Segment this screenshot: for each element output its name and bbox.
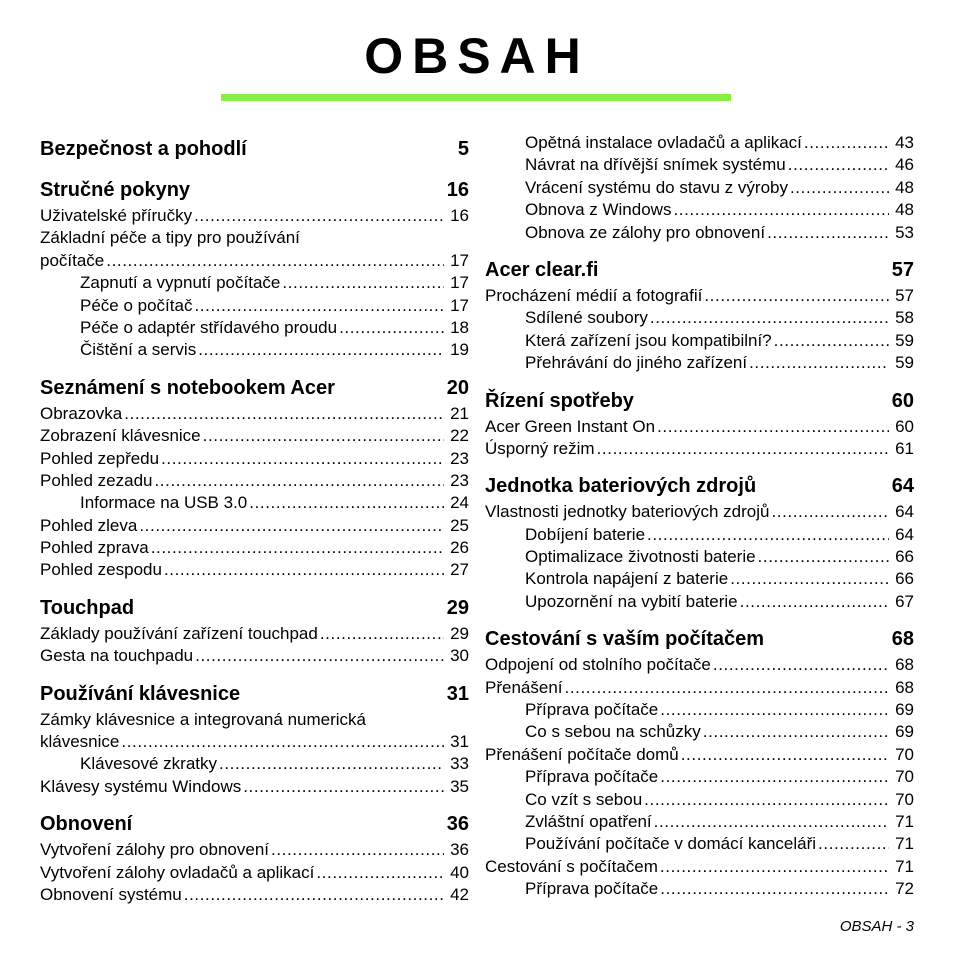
dot-leader [818,833,889,855]
entry-title: Příprava počítače [525,767,659,787]
toc-entry[interactable] [40,317,469,339]
section-page-number: 36 [446,813,469,836]
dot-leader [198,339,444,361]
section-page-number: 60 [891,389,914,412]
entry-page-number: 68 [895,655,914,675]
toc-entry[interactable] [40,645,469,667]
dot-leader [681,744,889,766]
entry-title: Procházení médií a fotografií [485,285,703,305]
toc-section-heading[interactable] [40,809,469,839]
toc-entry[interactable] [485,352,914,374]
entry-title: Obrazovka [40,403,123,423]
entry-title: Pohled zleva [40,515,138,535]
dot-leader [121,731,444,753]
toc-section-heading[interactable] [40,373,469,403]
section-page-number: 31 [446,682,469,705]
entry-page-number: 70 [895,744,914,764]
entry-title: Cestování s počítačem [485,856,658,876]
entry-title: Přenášení počítače domů [485,744,679,764]
section-title: Používání klávesnice [40,682,241,705]
dot-leader [282,272,444,294]
dot-leader [660,856,889,878]
entry-title: Čištění a servis [80,340,197,360]
entry-page-number: 19 [450,340,469,360]
entry-page-number: 64 [895,524,914,544]
entry-page-number: 26 [450,538,469,558]
entry-title: Pohled zespodu [40,560,162,580]
dot-leader [790,177,889,199]
entry-page-number: 70 [895,767,914,787]
entry-page-number: 66 [895,547,914,567]
section-page-number: 16 [446,179,469,201]
toc-entry[interactable] [40,339,469,361]
dot-leader [271,839,444,861]
section-page-number: 64 [891,475,914,498]
entry-title: Pohled zezadu [40,470,153,490]
toc-entry[interactable] [485,546,914,568]
toc-entry[interactable] [40,227,469,272]
section-title: Cestování s vaším počítačem [485,628,765,651]
toc-entry[interactable] [485,591,914,613]
entry-page-number: 25 [450,515,469,535]
toc-entry[interactable] [485,199,914,221]
dot-leader [320,623,444,645]
dot-leader [654,811,889,833]
dot-leader [161,448,444,470]
entry-page-number: 17 [450,273,469,293]
entry-page-number: 40 [450,862,469,882]
dot-leader [774,330,889,352]
entry-page-number: 42 [450,884,469,904]
entry-title: Optimalizace životnosti baterie [525,547,756,567]
entry-title: Zobrazení klávesnice [40,426,201,446]
dot-leader [804,132,889,154]
entry-page-number: 61 [895,438,914,458]
page-title: OBSAH [364,28,590,84]
section-title: Acer clear.fi [485,258,599,281]
toc-entry[interactable] [40,537,469,559]
entry-page-number: 71 [895,834,914,854]
entry-page-number: 48 [895,177,914,197]
entry-page-number: 68 [895,677,914,697]
entry-title-line1: Základní péče a tipy pro používání [40,228,300,248]
entry-page-number: 18 [450,317,469,337]
entry-page-number: 16 [450,206,469,225]
toc-section-heading[interactable] [485,624,914,654]
toc-entry[interactable] [40,559,469,581]
entry-page-number: 30 [450,646,469,666]
entry-title-line2: klávesnice [40,732,120,752]
entry-title: Základy používání zařízení touchpad [40,623,318,643]
entry-title-line1: Zámky klávesnice a integrovaná numerická [40,709,366,729]
entry-title: Přenášení [485,677,563,697]
entry-page-number: 66 [895,569,914,589]
entry-page-number: 23 [450,470,469,490]
entry-title: Zapnutí a vypnutí počítače [80,273,281,293]
toc-entry[interactable] [40,623,469,645]
toc-entry[interactable] [485,438,914,460]
toc-entry[interactable] [485,524,914,546]
toc-section-heading[interactable] [485,255,914,285]
entry-title: Úsporný režim [485,438,595,458]
entry-title: Obnovení systému [40,884,182,904]
toc-entry[interactable] [485,878,914,900]
dot-leader [243,776,444,798]
entry-page-number: 71 [895,811,914,831]
entry-page-number: 35 [450,776,469,796]
dot-leader [203,425,444,447]
toc-entry[interactable] [40,295,469,317]
dot-leader [647,524,889,546]
entry-page-number: 48 [895,200,914,220]
entry-title: Vytvoření zálohy pro obnovení [40,840,270,860]
dot-leader [194,205,444,227]
entry-title: Sdílené soubory [525,308,648,328]
dot-leader [195,645,444,667]
toc-entry[interactable] [485,699,914,721]
entry-page-number: 17 [450,295,469,315]
entry-page-number: 22 [450,426,469,446]
section-title: Seznámení s notebookem Acer [40,376,335,399]
toc-entry[interactable] [485,177,914,199]
entry-title: Gesta na touchpadu [40,646,194,666]
toc-entry[interactable] [40,403,469,425]
dot-leader [644,789,889,811]
toc-entry[interactable] [40,839,469,861]
toc-entry[interactable] [485,721,914,743]
toc-section-heading[interactable] [40,175,469,205]
entry-title: Která zařízení jsou kompatibilní? [525,330,772,350]
dot-leader [660,878,889,900]
dot-leader [219,753,444,775]
dot-leader [184,884,444,906]
toc-section-heading[interactable] [485,471,914,501]
toc-entry[interactable] [485,789,914,811]
toc-section-heading[interactable] [40,593,469,623]
toc-entry[interactable] [485,677,914,699]
dot-leader [565,677,890,699]
entry-page-number: 46 [895,155,914,175]
dot-leader [749,352,889,374]
dot-leader [151,537,444,559]
dot-leader [124,403,444,425]
entry-page-number: 71 [895,856,914,876]
entry-title: Používání počítače v domácí kanceláři [525,834,817,854]
entry-title: Pohled zepředu [40,448,160,468]
entry-page-number: 69 [895,722,914,742]
dot-leader [106,250,444,272]
entry-page-number: 33 [450,754,469,774]
dot-leader [771,501,889,523]
toc-section-heading[interactable] [485,386,914,416]
entry-page-number: 36 [450,840,469,860]
entry-title: Klávesové zkratky [80,754,217,774]
entry-title: Informace na USB 3.0 [80,493,248,513]
entry-page-number: 58 [895,308,914,328]
entry-title: Co s sebou na schůzky [525,722,701,742]
dot-leader [730,568,889,590]
dot-leader [139,515,444,537]
entry-page-number: 67 [895,591,914,611]
toc-entry[interactable] [485,222,914,244]
section-page-number: 57 [891,258,914,281]
section-title: Jednotka bateriových zdrojů [485,475,757,498]
entry-title: Co vzít s sebou [525,789,643,809]
entry-page-number: 17 [450,250,469,270]
toc-entry[interactable] [485,416,914,438]
toc-entry[interactable] [40,492,469,514]
toc-entry[interactable] [485,766,914,788]
toc-entry[interactable] [40,205,469,227]
toc-entry[interactable] [485,154,914,176]
section-page-number: 29 [446,596,469,619]
section-page-number: 68 [891,628,914,651]
entry-title: Odpojení od stolního počítače [485,655,711,675]
toc-section-heading[interactable] [40,679,469,709]
entry-page-number: 64 [895,502,914,522]
toc-entry[interactable] [485,307,914,329]
entry-title: Příprava počítače [525,879,659,899]
entry-page-number: 69 [895,700,914,720]
toc-entry[interactable] [485,811,914,833]
entry-page-number: 60 [895,416,914,436]
title-underline [221,94,731,101]
section-title: Řízení spotřeby [485,389,634,412]
dot-leader [703,721,889,743]
section-page-number: 5 [457,138,469,160]
toc-entry[interactable] [40,425,469,447]
entry-page-number: 23 [450,448,469,468]
entry-page-number: 59 [895,353,914,373]
toc-entry[interactable] [485,654,914,676]
dot-leader [249,492,444,514]
dot-leader [767,222,889,244]
toc-entry[interactable] [485,856,914,878]
entry-page-number: 31 [450,732,469,752]
dot-leader [194,295,444,317]
entry-page-number: 72 [895,879,914,899]
entry-page-number: 27 [450,560,469,580]
entry-title: Návrat na dřívější snímek systému [525,155,786,175]
toc-section-heading[interactable] [40,134,469,164]
dot-leader [597,438,889,460]
entry-title-line2: počítače [40,250,105,270]
entry-page-number: 57 [895,285,914,305]
dot-leader [758,546,889,568]
entry-page-number: 24 [450,493,469,513]
dot-leader [673,199,889,221]
entry-title: Dobíjení baterie [525,524,646,544]
toc-column-right [485,132,914,901]
toc-entry[interactable] [40,470,469,492]
toc-entry[interactable] [40,776,469,798]
dot-leader [154,470,444,492]
entry-title: Uživatelské příručky [40,206,193,225]
section-title: Stručné pokyny [40,179,191,201]
entry-page-number: 43 [895,133,914,152]
entry-title: Vytvoření zálohy ovladačů a aplikací [40,862,315,882]
toc-entry[interactable] [485,132,914,154]
section-title: Touchpad [40,596,135,619]
toc-entry[interactable] [40,448,469,470]
entry-title: Zvláštní opatření [525,811,652,831]
entry-title: Přehrávání do jiného zařízení [525,353,748,373]
dot-leader [657,416,889,438]
entry-page-number: 59 [895,330,914,350]
entry-page-number: 70 [895,789,914,809]
entry-title: Kontrola napájení z baterie [525,569,729,589]
entry-page-number: 21 [450,403,469,423]
entry-title: Upozornění na vybití baterie [525,591,738,611]
section-title: Obnovení [40,813,133,836]
toc-entry[interactable] [40,862,469,884]
toc-entry[interactable] [485,501,914,523]
toc-entry[interactable] [485,568,914,590]
entry-title: Příprava počítače [525,700,659,720]
toc-entry[interactable] [485,330,914,352]
entry-page-number: 29 [450,623,469,643]
dot-leader [164,559,444,581]
dot-leader [788,154,889,176]
toc-entry[interactable] [485,744,914,766]
toc-entry[interactable] [40,753,469,775]
page-footer: OBSAH - 3 [839,918,914,935]
dot-leader [650,307,889,329]
entry-title: Péče o adaptér střídavého proudu [80,317,338,337]
toc-entry[interactable] [40,709,469,754]
toc-entry[interactable] [485,833,914,855]
section-page-number: 20 [446,376,469,399]
entry-title: Opětná instalace ovladačů a aplikací [525,133,802,152]
entry-title: Acer Green Instant On [485,416,656,436]
entry-title: Vlastnosti jednotky bateriových zdrojů [485,502,770,522]
dot-leader [660,766,889,788]
entry-title: Péče o počítač [80,295,193,315]
toc-entry[interactable] [40,515,469,537]
dot-leader [339,317,444,339]
toc-column-left [40,132,469,906]
dot-leader [740,591,889,613]
entry-page-number: 53 [895,222,914,242]
dot-leader [704,285,889,307]
section-title: Bezpečnost a pohodlí [40,138,247,160]
entry-title: Klávesy systému Windows [40,776,242,796]
entry-title: Obnova z Windows [525,200,672,220]
toc-entry[interactable] [40,272,469,294]
dot-leader [660,699,889,721]
toc-entry[interactable] [40,884,469,906]
entry-title: Obnova ze zálohy pro obnovení [525,222,766,242]
dot-leader [316,862,444,884]
entry-title: Pohled zprava [40,538,149,558]
toc-entry[interactable] [485,285,914,307]
entry-title: Vrácení systému do stavu z výroby [525,177,788,197]
dot-leader [713,654,889,676]
